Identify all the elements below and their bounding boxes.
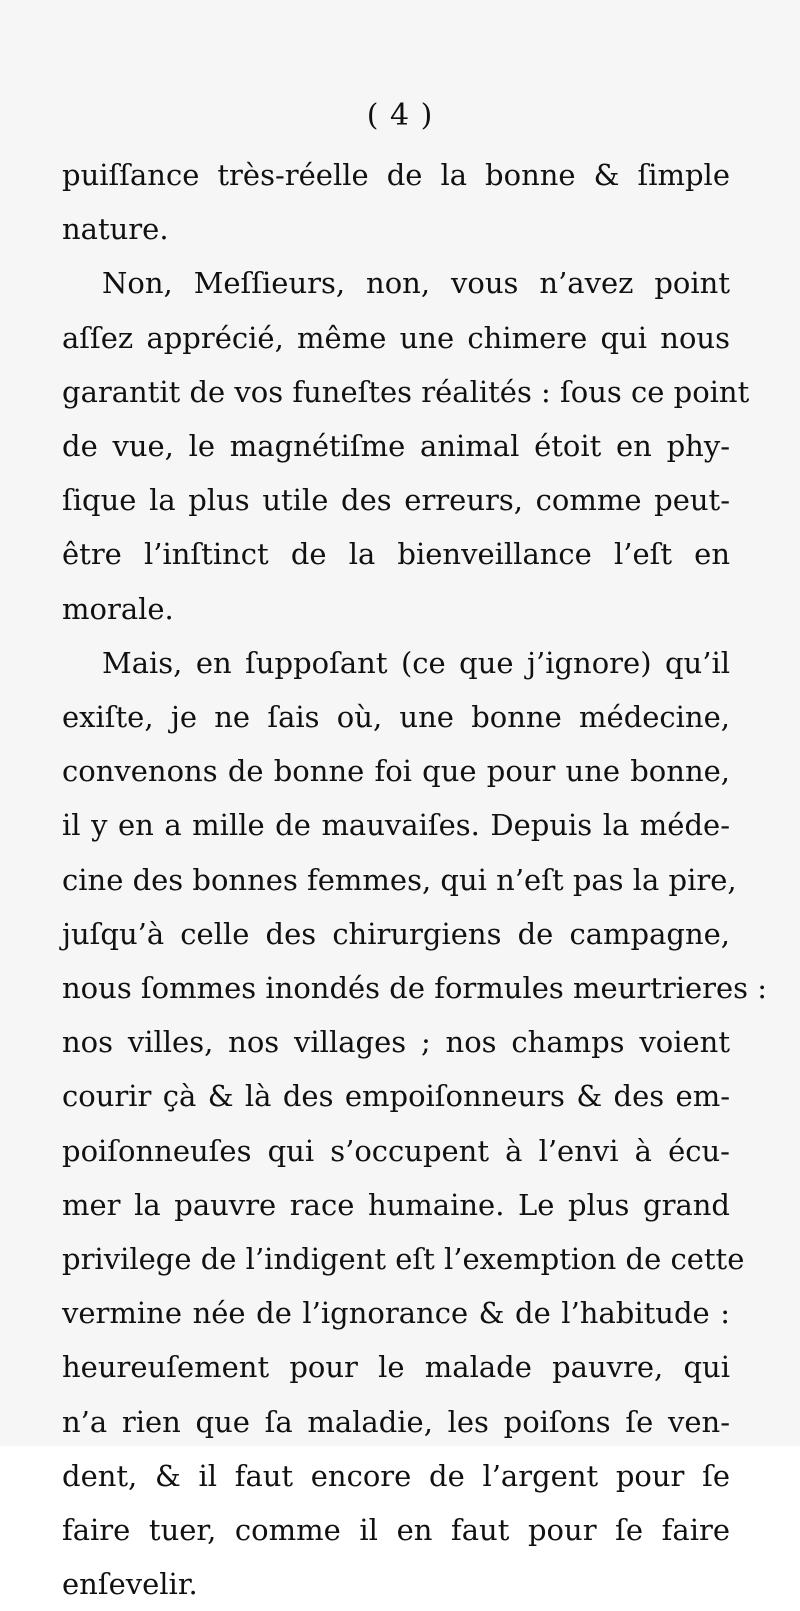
text-line: heureuſement pour le malade pauvre, qui <box>62 1350 730 1385</box>
text-line: juſqu’à celle des chirurgiens de campagne, <box>62 916 730 951</box>
text-line: morale. <box>62 591 174 626</box>
text-line: dent, & il faut encore de l’argent pour ſe <box>62 1458 730 1493</box>
text-line: faire tuer, comme il en faut pour ſe faire <box>62 1513 730 1548</box>
body-text <box>62 148 768 1611</box>
text-line: être l’inſtinct de la bienveillance l’eſt en <box>62 537 730 572</box>
text-line: puiſſance très-réelle de la bonne & ſimple <box>62 158 730 192</box>
text-line: nous ſommes inondés de formules meurtrieres : <box>62 971 768 1006</box>
text-line: privilege de l’indigent eſt l’exemption de cette <box>62 1242 745 1277</box>
paragraph-start-line: Mais, en ſuppoſant (ce que j’ignore) qu’il <box>102 645 730 680</box>
text-line: enſevelir. <box>62 1567 198 1602</box>
text-line: courir çà & là des empoiſonneurs & des em- <box>62 1079 730 1114</box>
text-line: nature. <box>62 212 169 247</box>
text-line: mer la pauvre race humaine. Le plus grand <box>62 1187 730 1222</box>
text-line: de vue, le magnétiſme animal étoit en phy- <box>62 429 730 464</box>
text-line: exiſte, je ne ſais où, une bonne médecine, <box>62 700 730 735</box>
text-line: cine des bonnes femmes, qui n’eſt pas la pire, <box>62 862 737 897</box>
text-line: ſique la plus utile des erreurs, comme peut- <box>62 483 730 518</box>
text-line: n’a rien que ſa maladie, les poiſons ſe ven- <box>62 1404 730 1439</box>
paragraph-start-line: Non, Meſſieurs, non, vous n’avez point <box>102 266 730 301</box>
text-line: il y en a mille de mauvaiſes. Depuis la méde- <box>62 808 730 843</box>
text-line: nos villes, nos villages ; nos champs voient <box>62 1025 730 1060</box>
text-line: garantit de vos funeſtes réalités : ſous ce point <box>62 374 750 409</box>
text-line: convenons de bonne foi que pour une bonne, <box>62 754 730 789</box>
text-line: vermine née de l’ignorance & de l’habitude : <box>62 1296 730 1331</box>
text-line: aſſez apprécié, même une chimere qui nous <box>62 320 730 355</box>
page-number: ( 4 ) <box>366 98 434 133</box>
text-line: poiſonneuſes qui s’occupent à l’envi à écu- <box>62 1133 730 1168</box>
